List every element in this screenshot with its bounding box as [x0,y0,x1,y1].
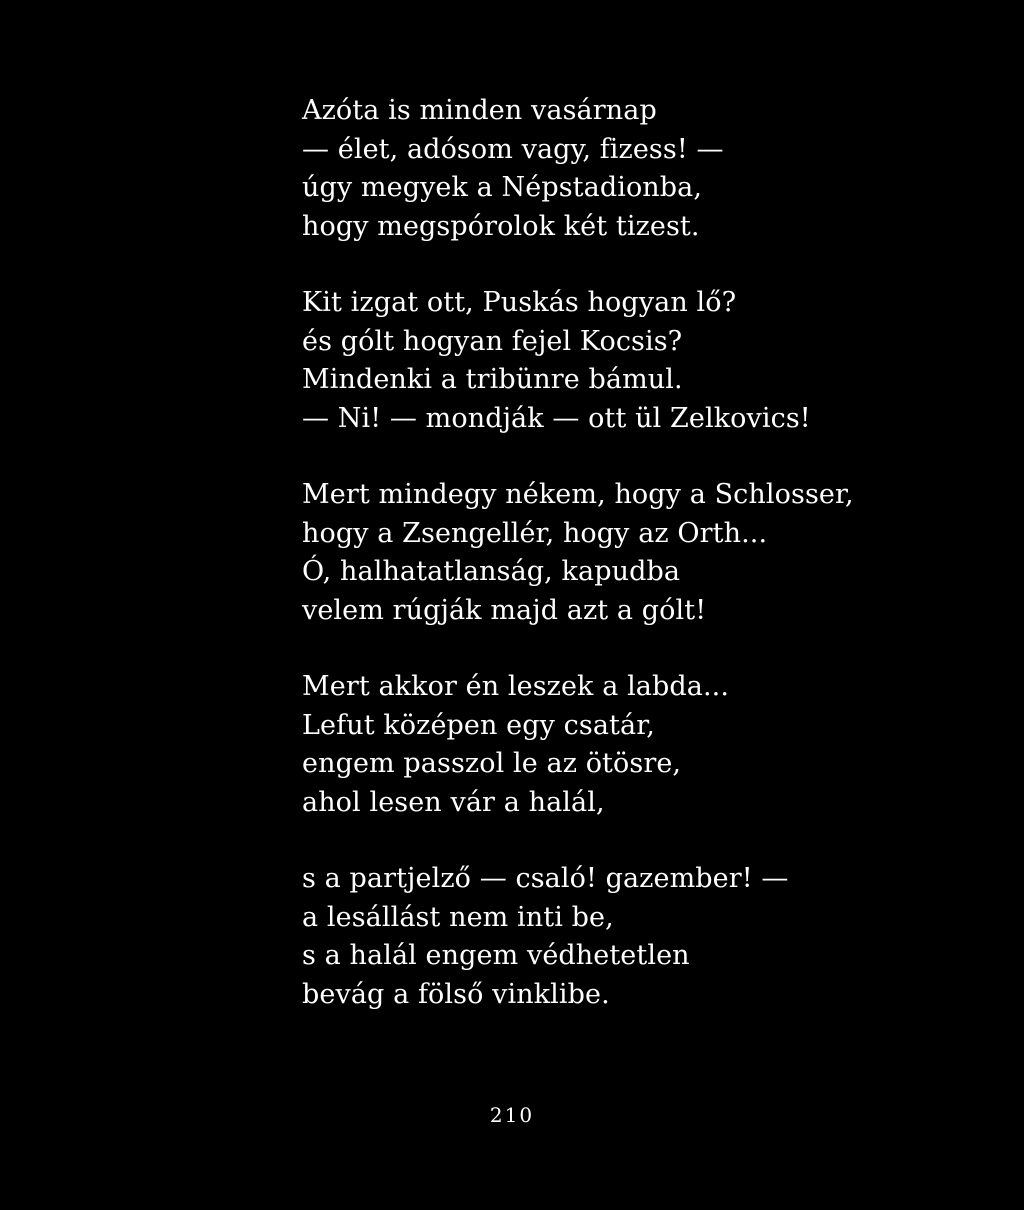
stanza-4 [302,668,1002,822]
stanza-5 [302,860,1002,1014]
poem-line: ahol lesen vár a halál, [302,786,605,818]
page-number: 210 [489,1103,535,1127]
stanza-2 [302,284,1002,438]
poem-line: a lesállást nem inti be, [302,901,614,933]
poem-line: Mert mindegy nékem, hogy a Schlosser, [302,479,854,510]
poem-line: hogy megspórolok két tizest. [302,210,700,242]
stanza-1 [302,92,1002,246]
poem-line: bevág a fölső vinklibe. [302,978,610,1010]
poem-line: hogy a Zsengellér, hogy az Orth... [302,517,768,549]
poem-line: és gólt hogyan fejel Kocsis? [302,325,683,357]
poem-line: — Ni! — mondják — ott ül Zelkovics! [302,402,811,434]
poem-line: Lefut középen egy csatár, [302,709,655,741]
poem-line: engem passzol le az ötösre, [302,748,682,779]
poem-line: Kit izgat ott, Puskás hogyan lő? [302,287,737,318]
poem-line: s a partjelző — csaló! gazember! — [302,863,789,894]
poem-line: úgy megyek a Népstadionba, [302,172,703,203]
poem-line: Ó, halhatatlanság, kapudba [302,556,681,587]
poem-line: Azóta is minden vasárnap [302,95,657,126]
poem-line: — élet, adósom vagy, fizess! — [302,133,724,165]
poem-line: s a halál engem védhetetlen [302,940,690,971]
poem-line: Mert akkor én leszek a labda... [302,671,730,702]
poem-line: Mindenki a tribünre bámul. [302,364,683,395]
poem [302,92,1002,1052]
poem-line: velem rúgják majd azt a gólt! [302,594,707,626]
stanza-3 [302,476,1002,630]
